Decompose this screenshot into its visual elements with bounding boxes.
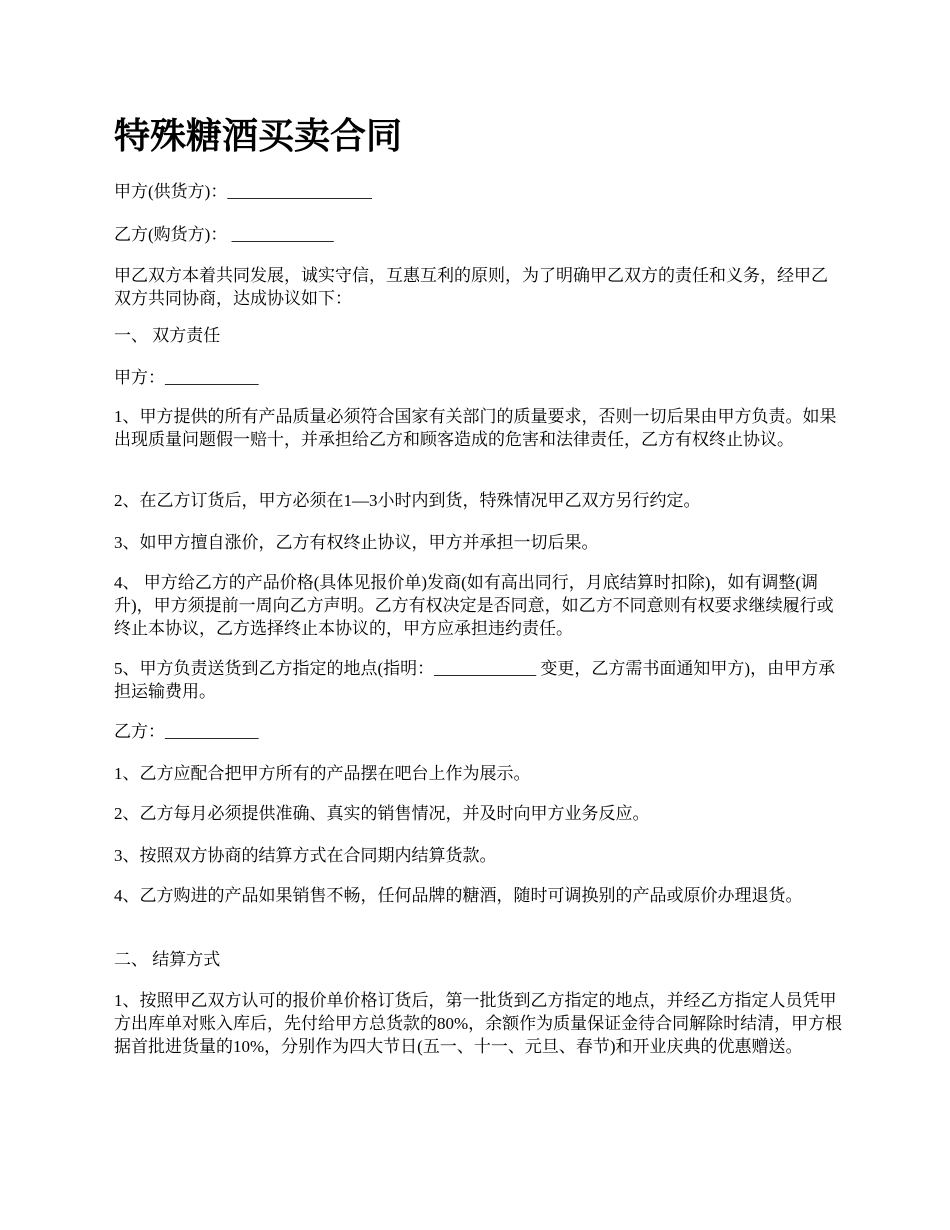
party-b-line: 乙方(购货方)： ____________ <box>114 225 334 244</box>
document-title: 特殊糖酒买卖合同 <box>114 116 403 156</box>
preamble-paragraph: 甲乙双方本着共同发展，诚实守信，互惠互利的原则，为了明确甲乙双方的责任和义务，经甲乙双方共同协商，达成协议如下： <box>114 266 828 308</box>
party-b-clause-4: 4、乙方购进的产品如果销售不畅，任何品牌的糖酒，随时可调换别的产品或原价办理退货。 <box>114 886 803 905</box>
party-a-clause-1: 1、甲方提供的所有产品质量必须符合国家有关部门的质量要求，否则一切后果由甲方负责。如果出现质量问题假一赔十，并承担给乙方和顾客造成的危害和法律责任，乙方有权终止协议。 <box>114 407 837 449</box>
section-heading-responsibilities: 一、 双方责任 <box>114 326 221 345</box>
party-a-line: 甲方(供货方)：_________________ <box>114 182 372 201</box>
party-b-label: 乙方：___________ <box>114 722 259 741</box>
party-a-clause-5: 5、甲方负责送货到乙方指定的地点(指明：____________ 变更，乙方需书面通知甲方)，由甲方承担运输费用。 <box>114 659 836 701</box>
party-b-clause-1: 1、乙方应配合把甲方所有的产品摆在吧台上作为展示。 <box>114 764 531 783</box>
party-a-clause-3: 3、如甲方擅自涨价，乙方有权终止协议，甲方并承担一切后果。 <box>114 533 599 552</box>
party-a-clause-2: 2、在乙方订货后，甲方必须在1—3小时内到货，特殊情况甲乙双方另行约定。 <box>114 491 701 510</box>
party-b-clause-3: 3、按照双方协商的结算方式在合同期内结算货款。 <box>114 846 497 865</box>
party-a-clause-4: 4、 甲方给乙方的产品价格(具体见报价单)发商(如有高出同行，月底结算时扣除)，如有调整(调升)，甲方须提前一周向乙方声明。乙方有权决定是否同意，如乙方不同意则有权要求继续履行或终止本协议，乙方选择终止本协议的，甲方应承担违约责任。 <box>114 573 834 638</box>
party-a-label: 甲方：___________ <box>114 368 259 387</box>
party-b-clause-2: 2、乙方每月必须提供准确、真实的销售情况，并及时向甲方业务反应。 <box>114 804 650 823</box>
settlement-clause-1: 1、按照甲乙双方认可的报价单价格订货后，第一批货到乙方指定的地点，并经乙方指定人员凭甲方出库单对账入库后，先付给甲方总货款的80%，余额作为质量保证金待合同解除时结清，甲方根据首批进货量的10%，分别作为四大节日(五一、十一、元旦、春节)和开业庆典的优惠赠送。 <box>114 991 843 1056</box>
section-heading-settlement: 二、 结算方式 <box>114 950 221 969</box>
